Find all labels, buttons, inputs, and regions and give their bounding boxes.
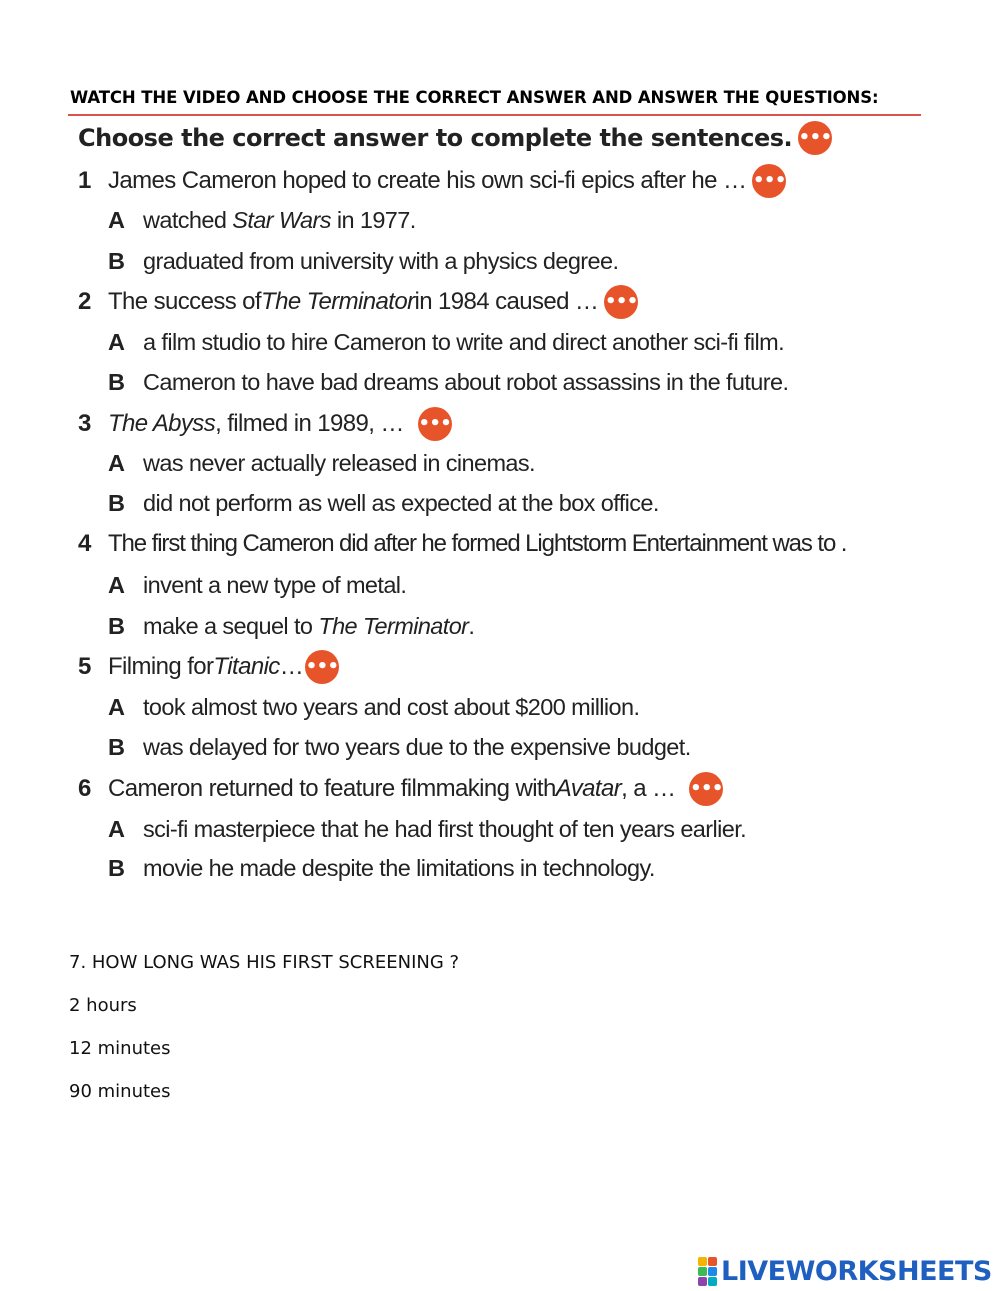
option-letter: A	[108, 694, 125, 720]
exercise-title-text: Choose the correct answer to complete the sentences.	[78, 124, 793, 152]
question-6	[78, 772, 723, 806]
question-italic: The Abyss	[108, 410, 216, 437]
option-letter: A	[108, 207, 125, 233]
option-letter: B	[108, 734, 125, 760]
option-6a	[108, 816, 746, 843]
option-5b	[108, 734, 691, 761]
option-1a	[108, 207, 416, 234]
question-text-end: in 1984 caused …	[414, 288, 599, 315]
liveworksheets-logo	[698, 1256, 992, 1287]
option-letter: B	[108, 613, 125, 639]
option-text-end: .	[468, 613, 475, 639]
question-number: 3	[78, 410, 91, 437]
answer-dropdown-1[interactable]: •••	[752, 164, 786, 198]
answer-dropdown-3[interactable]: •••	[418, 407, 452, 441]
option-4b	[108, 613, 474, 640]
header-rule	[68, 114, 921, 116]
option-text: movie he made despite the limitations in technology.	[143, 855, 655, 881]
option-text: invent a new type of metal.	[143, 572, 407, 598]
option-italic: The Terminator	[318, 613, 469, 639]
question-text: The first thing Cameron did after he formed Lightstorm Entertainment was to .	[108, 530, 847, 557]
answer-option-3[interactable]: 90 minutes	[69, 1081, 171, 1102]
answer-option-1[interactable]: 2 hours	[69, 995, 137, 1016]
option-5a	[108, 694, 639, 721]
option-1b	[108, 248, 618, 275]
option-letter: B	[108, 248, 125, 274]
option-text: a film studio to hire Cameron to write and direct another sci-fi film.	[143, 329, 785, 355]
option-text: Cameron to have bad dreams about robot assassins in the future.	[143, 369, 789, 395]
logo-text: LIVEWORKSHEETS	[721, 1256, 992, 1287]
option-text: sci-fi masterpiece that he had first thought of ten years earlier.	[143, 816, 747, 842]
option-6b	[108, 855, 655, 882]
option-letter: A	[108, 816, 125, 842]
answer-dropdown-5[interactable]: •••	[305, 650, 339, 684]
question-5	[78, 650, 339, 684]
logo-icon	[698, 1257, 717, 1286]
question-7: 7. HOW LONG WAS HIS FIRST SCREENING ?	[69, 952, 460, 973]
question-italic: Titanic	[213, 653, 280, 680]
option-letter: A	[108, 450, 125, 476]
option-text: did not perform as well as expected at the box office.	[143, 490, 659, 516]
option-4a	[108, 572, 406, 599]
answer-dropdown-2[interactable]: •••	[604, 285, 638, 319]
answer-dropdown-6[interactable]: •••	[689, 772, 723, 806]
question-2	[78, 285, 638, 319]
question-text: Filming for	[108, 653, 214, 680]
option-2b	[108, 369, 788, 396]
option-letter: B	[108, 369, 125, 395]
option-2a	[108, 329, 784, 356]
question-number: 4	[78, 530, 91, 557]
question-italic: The Terminator	[261, 288, 415, 315]
option-italic: Star Wars	[232, 207, 331, 233]
question-3	[78, 407, 452, 441]
question-number: 1	[78, 167, 91, 194]
option-text: was never actually released in cinemas.	[143, 450, 535, 476]
question-number: 2	[78, 288, 91, 315]
option-text: graduated from university with a physics degree.	[143, 248, 619, 274]
answer-option-2[interactable]: 12 minutes	[69, 1038, 171, 1059]
question-number: 6	[78, 775, 91, 802]
question-text-end: , a …	[621, 775, 676, 802]
question-text: James Cameron hoped to create his own sci-fi epics after he …	[108, 167, 747, 194]
question-number: 5	[78, 653, 91, 680]
question-1	[78, 164, 786, 198]
question-text: The success of	[108, 288, 262, 315]
question-text-end: …	[279, 653, 304, 680]
question-text-end: , filmed in 1989, …	[215, 410, 404, 437]
option-3b	[108, 490, 659, 517]
option-text-end: in 1977.	[330, 207, 416, 233]
option-text: took almost two years and cost about $200 million.	[143, 694, 640, 720]
option-letter: B	[108, 490, 125, 516]
question-4	[78, 530, 846, 558]
option-text: watched	[143, 207, 233, 233]
exercise-title	[78, 121, 832, 155]
option-letter: A	[108, 329, 125, 355]
question-italic: Avatar	[555, 775, 622, 802]
question-text: Cameron returned to feature filmmaking with	[108, 775, 556, 802]
option-letter: B	[108, 855, 125, 881]
instruction-header: WATCH THE VIDEO AND CHOOSE THE CORRECT ANSWER AND ANSWER THE QUESTIONS:	[70, 88, 879, 107]
option-letter: A	[108, 572, 125, 598]
option-3a	[108, 450, 535, 477]
option-text: was delayed for two years due to the expensive budget.	[143, 734, 691, 760]
title-answer-dropdown[interactable]: •••	[798, 121, 832, 155]
option-text: make a sequel to	[143, 613, 319, 639]
